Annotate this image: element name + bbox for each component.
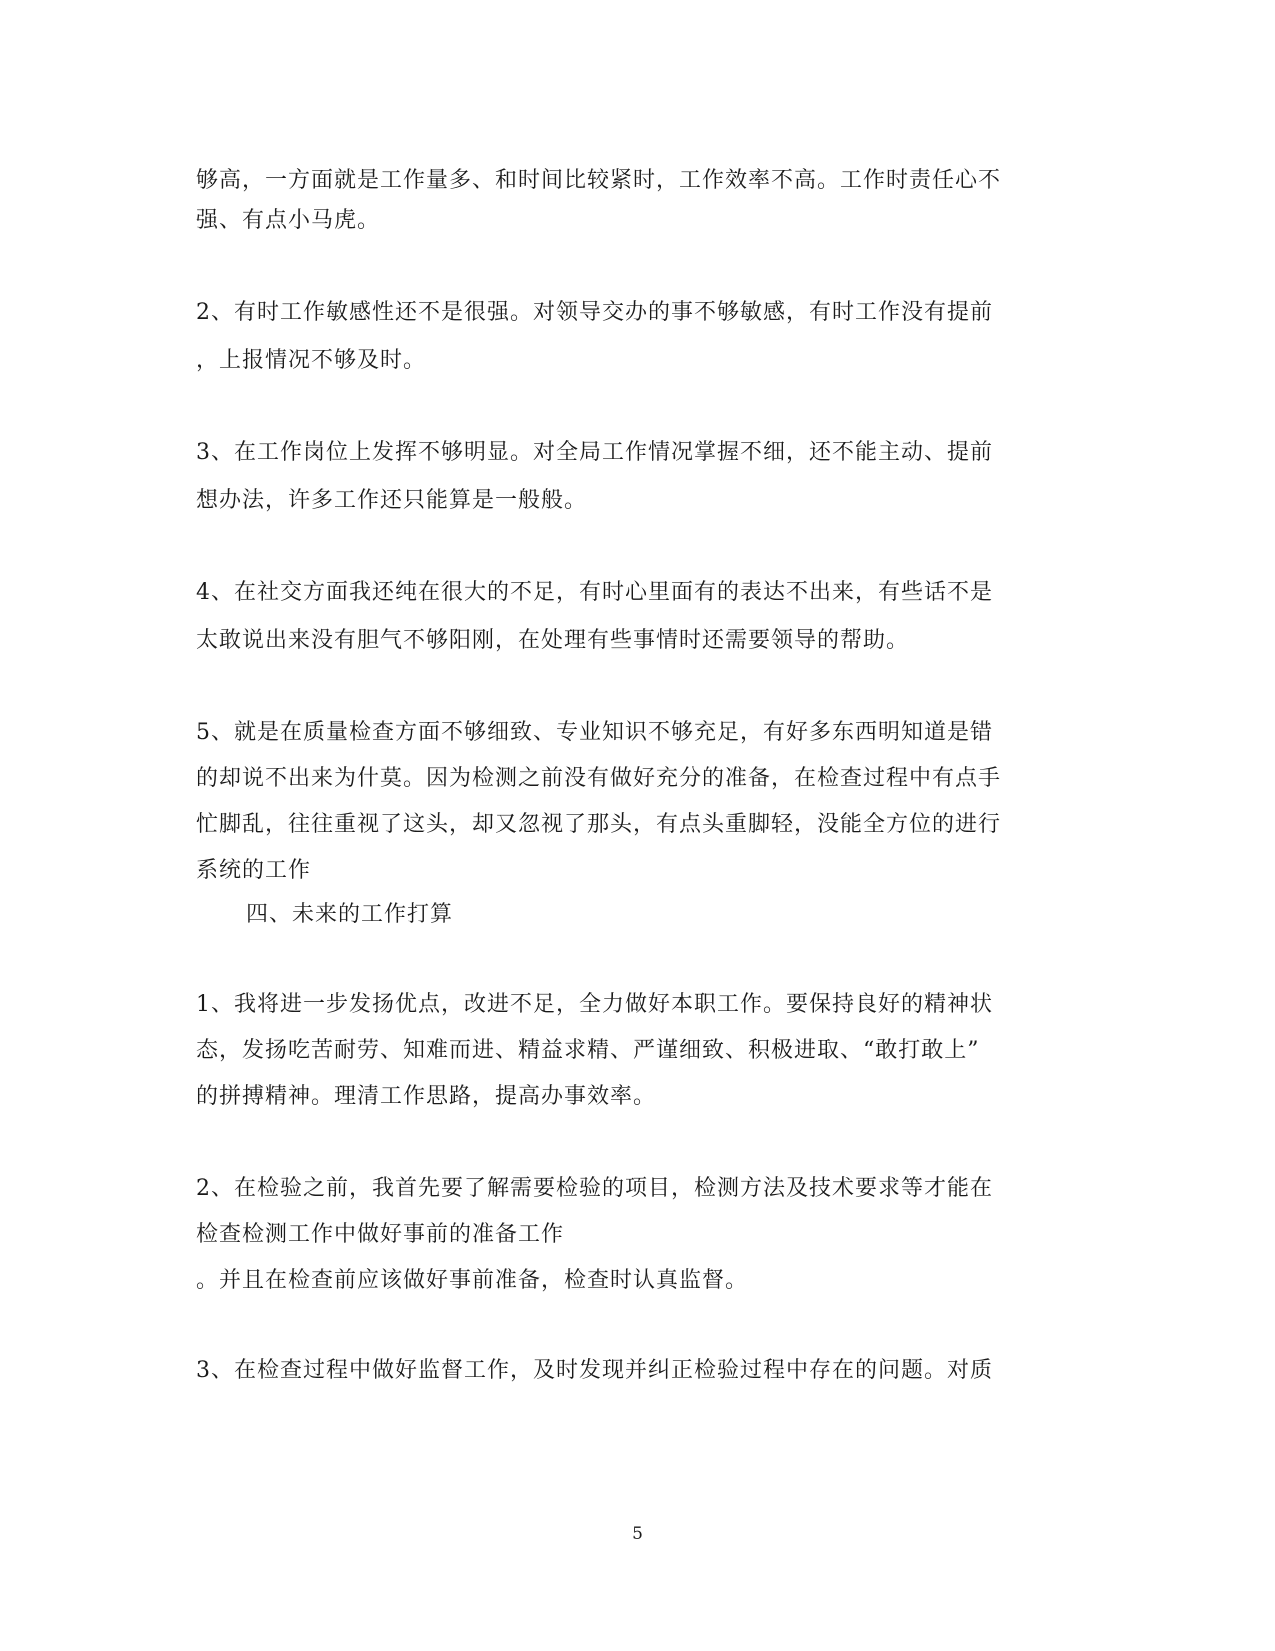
text-line: 强、有点小马虎。: [196, 208, 381, 233]
text-line: 够高，一方面就是工作量多、和时间比较紧时，工作效率不高。工作时责任心不: [196, 168, 1002, 193]
page-number: 5: [632, 1524, 643, 1544]
text-line: 3、在检查过程中做好监督工作，及时发现并纠正检验过程中存在的问题。对质: [196, 1358, 993, 1383]
text-line: 2、在检验之前，我首先要了解需要检验的项目，检测方法及技术要求等才能在: [196, 1176, 993, 1201]
text-line: 1、我将进一步发扬优点，改进不足，全力做好本职工作。要保持良好的精神状: [196, 992, 993, 1017]
text-line: 态，发扬吃苦耐劳、知难而进、精益求精、严谨细致、积极进取、“敢打敢上”: [196, 1038, 980, 1063]
text-line: 4、在社交方面我还纯在很大的不足，有时心里面有的表达不出来，有些话不是: [196, 580, 993, 605]
text-line: 2、有时工作敏感性还不是很强。对领导交办的事不够敏感，有时工作没有提前: [196, 300, 993, 325]
text-line: 忙脚乱，往往重视了这头，却又忽视了那头，有点头重脚轻，没能全方位的进行: [196, 812, 1002, 837]
text-line: 。并且在检查前应该做好事前准备，检查时认真监督。: [196, 1268, 749, 1293]
text-line: 太敢说出来没有胆气不够阳刚，在处理有些事情时还需要领导的帮助。: [196, 628, 910, 653]
text-line: 想办法，许多工作还只能算是一般般。: [196, 488, 588, 513]
text-line: 5、就是在质量检查方面不够细致、专业知识不够充足，有好多东西明知道是错: [196, 720, 993, 745]
text-line: 的却说不出来为什莫。因为检测之前没有做好充分的准备，在检查过程中有点手: [196, 766, 1002, 791]
text-line: ，上报情况不够及时。: [196, 348, 427, 373]
text-line: 检查检测工作中做好事前的准备工作: [196, 1222, 565, 1247]
text-line: 的拼搏精神。理清工作思路，提高办事效率。: [196, 1084, 657, 1109]
section-heading: 四、未来的工作打算: [246, 902, 454, 927]
text-line: 系统的工作: [196, 858, 312, 883]
text-line: 3、在工作岗位上发挥不够明显。对全局工作情况掌握不细，还不能主动、提前: [196, 440, 993, 465]
